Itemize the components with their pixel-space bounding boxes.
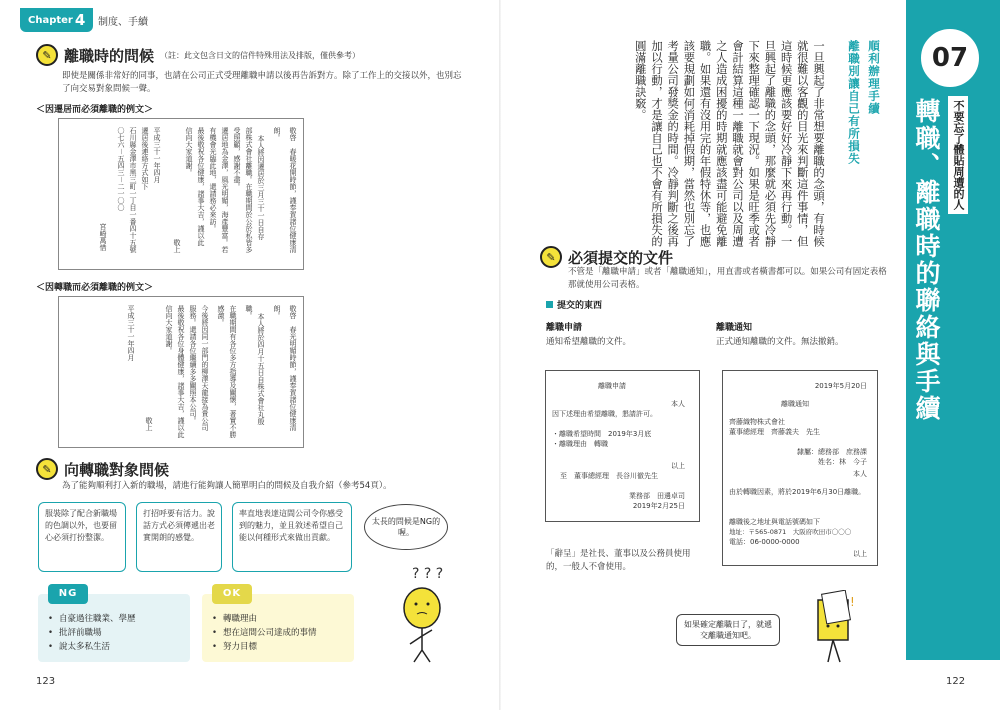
letter-line: 平成三十一年四月 — [127, 305, 135, 361]
letter-line: 〇七六－五四三－二一〇〇 — [117, 127, 125, 211]
sheet-line: 董事總經理 齊藤義夫 先生 — [729, 428, 820, 436]
resignation-request-sample — [545, 370, 700, 522]
letter-line: 受照顧，感謝不盡。 — [233, 127, 241, 190]
documents-list-heading-text: 提交的東西 — [557, 301, 603, 311]
sheet-line: 2019年2月25日 — [632, 502, 685, 510]
section-heading-resignation — [36, 44, 360, 66]
sheet-line: 姓名：林 今子 — [818, 458, 867, 466]
section-note: （註：此文包含日文的信件特殊用法及排版，僅供參考） — [160, 50, 361, 60]
letter-line: 最後敬祝各位健康，諸事大吉，謹以此 — [197, 127, 205, 246]
section-title: 向轉職對象問候 — [64, 460, 170, 479]
letter-line: 朗。 — [273, 127, 281, 141]
letter-line: 今後將因同一部門的柳澤天龍接為貴公司 — [201, 305, 209, 431]
example-label-relocation: ＜因遷居而必須離職的例文＞ — [36, 105, 154, 115]
side-heading: 順利辦理手續 — [867, 40, 881, 115]
letter-line: 信向大家道謝。 — [165, 305, 173, 354]
letter-line: 宮崎萬惜 — [99, 223, 107, 251]
tip-card-motivation: 率直地表達這間公司令你感受到的魅力，並且敘述希望自己能以何種形式來做出貢獻。 — [232, 502, 352, 572]
section-title: 離職時的問候 — [64, 46, 155, 65]
letter-line: 敬啓 春光明媚時節，謹奉賀諸位健康清 — [289, 305, 297, 431]
letter-line: 敬啓 春暖花開時節，謹奉賀諸位健康清 — [289, 127, 297, 253]
sheet-line: 地址：〒565-0871 大阪府吹田市〇〇〇 — [729, 528, 852, 536]
section-heading-documents — [540, 246, 673, 268]
chapter-tab — [20, 8, 93, 32]
page-number-right: 122 — [946, 676, 966, 687]
letter-line: 部株式會社離職。在職期間於公於私皆多 — [245, 127, 253, 253]
letter-line: 平成三十一年四月 — [153, 127, 161, 183]
list-item: • 自豪過往職業、學歷 — [48, 612, 180, 626]
list-item: • 批評前職場 — [48, 626, 180, 640]
letter-line: 在職期間有各位多方指導及關懷，著實不勝 — [229, 305, 237, 438]
ng-tag: NG — [48, 584, 88, 604]
side-heading: 離職別讓自己有所損失 — [847, 40, 861, 165]
resignation-letter-note: 「辭呈」是社長、董事以及公務員使用的，一般人不會使用。 — [546, 549, 691, 572]
list-item: • 轉職理由 — [212, 612, 344, 626]
section-heading-new-workplace — [36, 458, 169, 480]
svg-text:!: ! — [850, 595, 855, 609]
letter-line: 敬上 — [145, 417, 153, 431]
letter-line: 石川縣金澤市黑三町一丁目一番四十五號 — [129, 127, 137, 253]
section-body: 為了能夠順利打入新的職場，請進行能夠讓人簡單明白的問候及自我介紹（參考54頁）。 — [62, 481, 392, 491]
sheet-line: 隸屬：總務部 庶務課 — [797, 448, 867, 456]
example-label-job-change: ＜因轉職而必須離職的例文＞ — [36, 283, 154, 293]
compass-icon: ✎ — [36, 44, 58, 66]
sheet-line: 因下述理由希望離職，懇請許可。 — [552, 410, 657, 418]
ok-tag: OK — [212, 584, 252, 604]
list-item: • 說太多私生活 — [48, 640, 180, 654]
letter-line: 本人將於四月十五日自株式會社丸殷 — [257, 313, 265, 425]
sheet-line: 電話：06-0000-0000 — [729, 538, 800, 546]
ng-list — [48, 612, 180, 654]
mascot-character-icon — [392, 558, 452, 668]
sheet-line: ・離職希望時間 2019年3月底 — [552, 430, 652, 438]
letter-line: 服務。還請各位繼續多多關照本公司。 — [189, 305, 197, 424]
section-body: 即使是關係非常好的同事，也請在公司正式受理離職申請以後再告訴對方。除了工作上的交接以外，也別忘了向交易對象問候一聲。 — [62, 71, 462, 94]
sheet-line: 齊藤織物株式會社 — [729, 418, 785, 426]
letter-example-job-change — [58, 296, 304, 448]
speech-bubble: 太長的問候是NG的喔。 — [364, 504, 448, 550]
doc-desc: 通知希望離職的文件。 — [546, 337, 632, 347]
letter-line: 信向大家道謝。 — [185, 127, 193, 176]
letter-line: 最後敬祝各位身體健康，諸事大吉，謹以此 — [177, 305, 185, 438]
sheet-line: 以上 — [853, 550, 867, 558]
letter-line: 遷居地為金澤，風光明媚，海產豐富。若 — [221, 127, 229, 253]
chapter-prefix: Chapter — [28, 14, 73, 26]
letter-line: 敬上 — [173, 239, 181, 253]
section-body: 不管是「離職申請」或者「離職通知」，用直書或者橫書都可以。如果公司有固定表格那就使用公司表格。 — [568, 267, 887, 290]
chapter-number: 4 — [74, 11, 86, 29]
sheet-line: 業務部 田邊卓司 — [629, 492, 685, 500]
sheet-title: 離職申請 — [598, 382, 626, 390]
letter-line: 感激。 — [217, 305, 225, 326]
documents-list-heading — [546, 298, 602, 311]
tip-card-appearance: 服裝除了配合新職場的色調以外，也要留心必須打扮整潔。 — [38, 502, 126, 572]
sheet-line: 本人 — [853, 470, 867, 478]
ng-list-panel — [38, 588, 190, 662]
tip-card-greeting: 打招呼要有活力。說話方式必須傳遞出老實開朗的感覺。 — [136, 502, 222, 572]
sheet-line: 以上 — [671, 462, 685, 470]
resignation-notice-sample — [722, 370, 878, 566]
letter-line: 朗。 — [273, 305, 281, 319]
section-title: 必須提交的文件 — [568, 248, 674, 267]
list-item: • 努力目標 — [212, 640, 344, 654]
ok-list — [212, 612, 344, 654]
sheet-title: 離職通知 — [781, 400, 809, 408]
svg-text:? ? ?: ? ? ? — [412, 566, 444, 582]
speech-bubble: 如果確定離職日了，就遞交離職通知吧。 — [676, 614, 780, 646]
doc-desc: 正式通知離職的文件。無法撤銷。 — [716, 337, 844, 347]
sheet-line: 2019年5月20日 — [814, 382, 867, 390]
page-number-left: 123 — [36, 676, 56, 687]
section-number: 07 — [918, 26, 982, 90]
page-title: 轉職、離職時的聯絡與手續 — [912, 98, 941, 422]
ok-list-panel — [202, 588, 354, 662]
square-bullet-icon — [546, 301, 553, 308]
chapter-name: 制度、手續 — [98, 17, 148, 28]
sheet-line: 由於轉職因素，將於2019年6月30日離職。 — [729, 488, 866, 496]
page-subtitle: 不要忘了體貼周遭的人 — [948, 96, 968, 214]
sheet-line: 至 董事總經理 長谷川徹先生 — [560, 472, 658, 480]
book-gutter — [499, 0, 501, 710]
letter-line: 本人將因遷居於三月三十一日自存 — [257, 135, 265, 240]
list-item: • 想在這間公司達成的事情 — [212, 626, 344, 640]
sheet-line: 本人 — [671, 400, 685, 408]
sheet-line: ・離職理由 轉職 — [552, 440, 608, 448]
compass-icon: ✎ — [540, 246, 562, 268]
doc-name: 離職申請 — [546, 323, 583, 333]
compass-icon: ✎ — [36, 458, 58, 480]
letter-example-relocation — [58, 118, 304, 270]
letter-line: 有機會光臨此地，還請務必來訪。 — [209, 127, 217, 232]
letter-line: 遷居後連絡方式如下 — [141, 127, 149, 190]
mascot-holding-card-icon — [806, 590, 866, 670]
doc-name: 離職通知 — [716, 323, 753, 333]
sheet-line: 離職後之地址與電話號碼如下 — [729, 518, 820, 526]
letter-line: 職。 — [245, 305, 253, 319]
intro-paragraph: 一旦興起了非常想要離職的念頭，有時候就很難以客觀的目光來判斷這件事情，但這時候更應該要好好冷靜下來再行動。一旦興起了離職的念頭，那麼就必須先冷靜下來整理確認一下現況。如果是旺季或者會計結算這種一離職就會對公司以及周遭之人造成困擾的時期就應該盡可能避免離職。如果還有沒用完的年假特休等，也應該要規劃如何消耗掉假期，當然也別忘了考量公司發獎金的時間。冷靜判斷之後再加以行動，才是讓自己也不會有所損失的圓滿離職訣竅。 — [633, 40, 825, 247]
